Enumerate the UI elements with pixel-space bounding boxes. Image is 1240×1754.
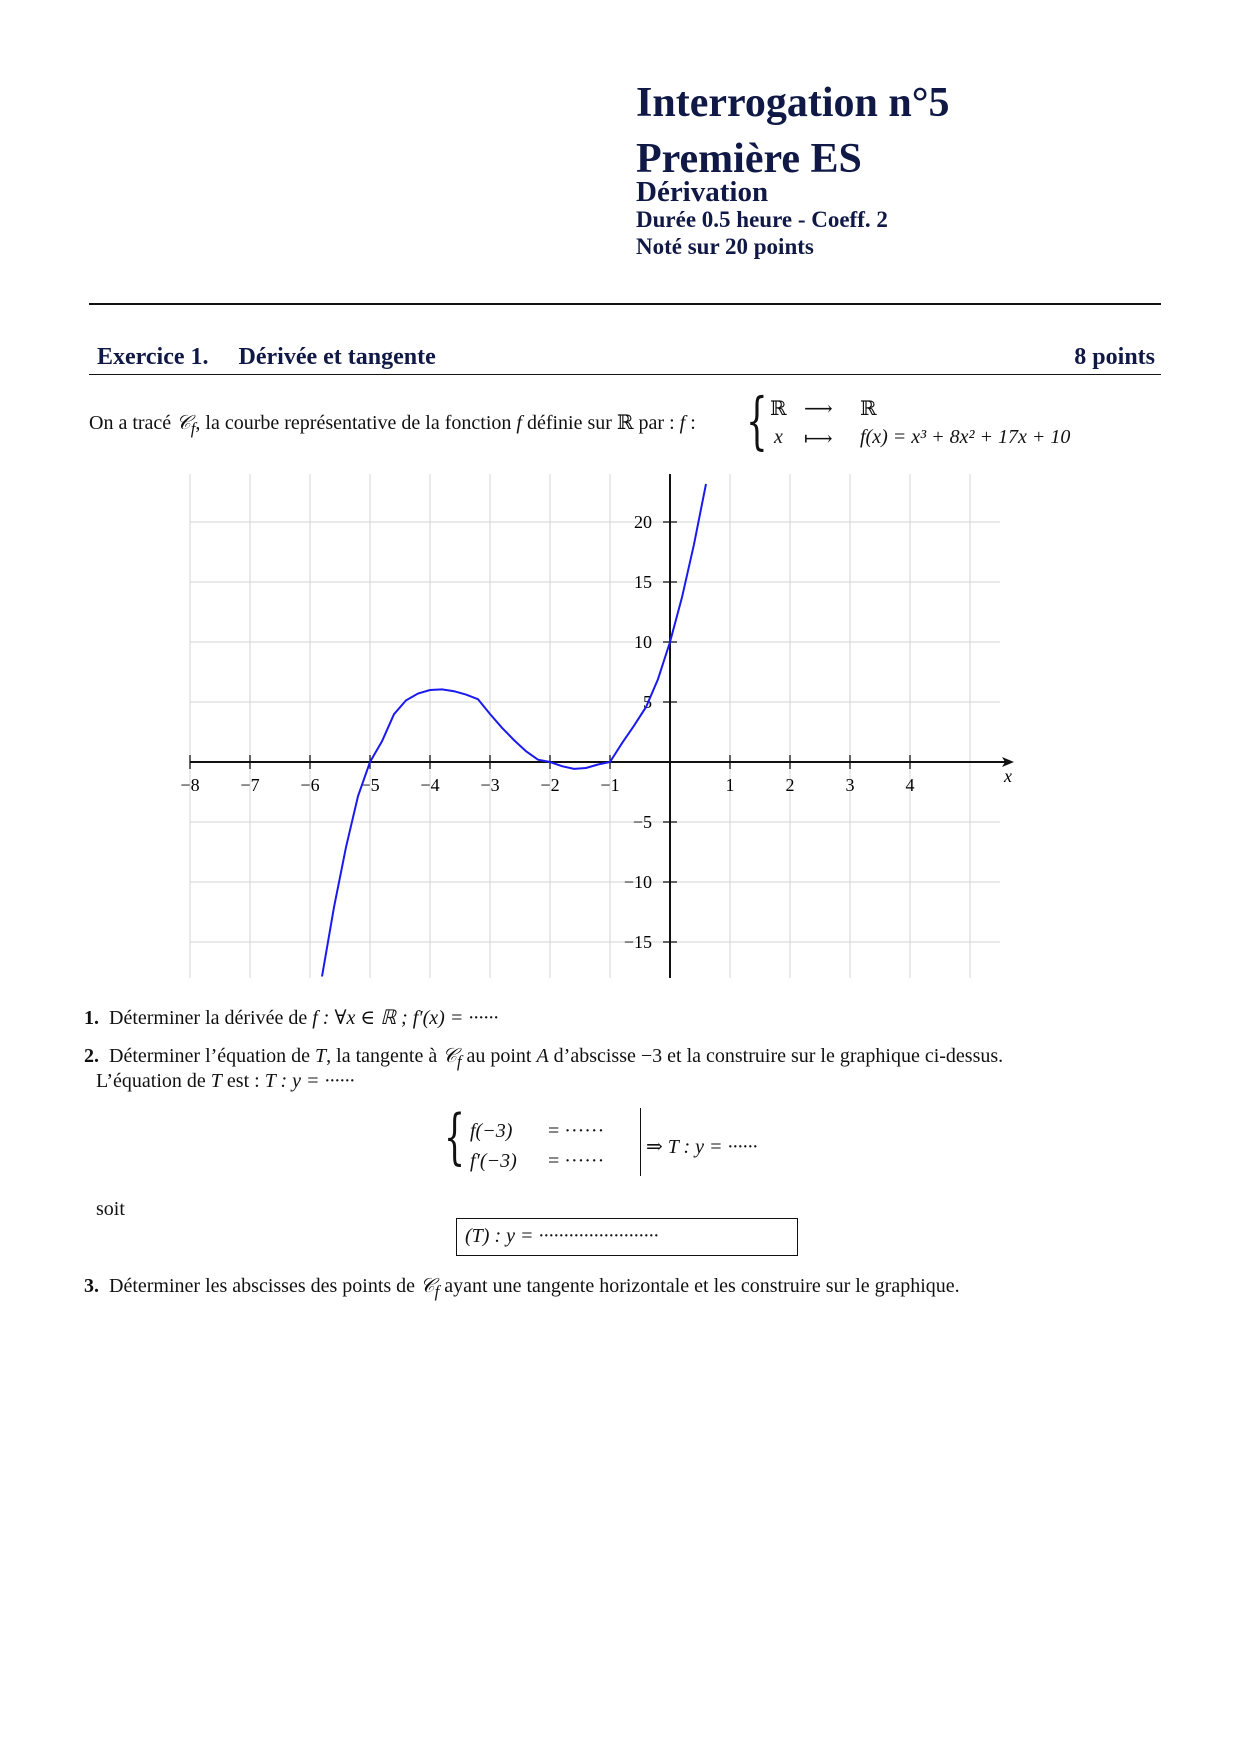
score: Noté sur 20 points: [636, 234, 814, 259]
x-tick-label: 1: [725, 775, 735, 795]
question-3-text-a: Déterminer les abscisses des points de: [109, 1275, 421, 1297]
system-row-1-left: f(−3): [470, 1120, 513, 1142]
system-row-2-left: f′(−3): [470, 1150, 517, 1172]
def-arrow-2: ⟼: [804, 428, 833, 450]
question-2: [84, 1045, 1003, 1072]
x-tick-label: −7: [240, 775, 260, 795]
y-tick-label: −5: [632, 812, 652, 832]
topic: Dérivation: [636, 176, 769, 208]
x-tick-label: 4: [905, 775, 915, 795]
def-domain: ℝ: [770, 398, 787, 420]
question-2-curve-sub: f: [456, 1052, 462, 1071]
x-tick-label: −4: [420, 775, 440, 795]
y-tick-label: 20: [634, 512, 652, 532]
x-tick-label: 2: [785, 775, 795, 795]
intro-text-d: :: [685, 412, 696, 434]
question-2-A: A: [536, 1045, 549, 1067]
def-variable: x: [774, 426, 783, 448]
x-tick-label: −5: [360, 775, 380, 795]
x-tick-label: 3: [845, 775, 855, 795]
exercise-title: Dérivée et tangente: [238, 344, 436, 370]
question-1-number: 1.: [84, 1007, 99, 1029]
axes: [190, 474, 1014, 978]
question-1-text: Déterminer la dérivée de: [109, 1007, 313, 1029]
y-tick-label: 10: [634, 632, 652, 652]
exercise-heading: [89, 342, 1161, 375]
question-3: [84, 1275, 960, 1302]
system-result: ⇒ T : y = ······: [646, 1136, 758, 1158]
question-1-f: f: [312, 1007, 318, 1029]
exercise-number: Exercice 1.: [97, 344, 209, 370]
system-divider: [640, 1108, 641, 1176]
question-1-math: : ∀x ∈ ℝ ; f′(x) = ······: [317, 1007, 499, 1029]
curve-layer: [322, 484, 706, 977]
question-2-line-2-T: T: [210, 1070, 222, 1092]
class-level: Première ES: [636, 136, 862, 182]
system-row-1-right: = ······: [548, 1120, 605, 1142]
y-tick-label: −15: [623, 932, 652, 952]
intro-text-b: , la courbe représentative de la fonction: [195, 412, 517, 434]
question-2-line-2: [96, 1070, 355, 1093]
intro-text-a: On a tracé: [89, 412, 177, 434]
exercise-points: 8 points: [1074, 344, 1155, 370]
question-2-text-c: au point: [461, 1045, 537, 1067]
question-2-T: T: [315, 1045, 327, 1067]
ticks: [180, 512, 914, 952]
y-tick-label: 5: [643, 692, 652, 712]
x-tick-label: −3: [480, 775, 500, 795]
question-2-text-d: d’abscisse −3 et la construire sur le graphique ci-dessus.: [548, 1045, 1004, 1067]
x-tick-label: −6: [300, 775, 320, 795]
function-curve: [322, 484, 706, 977]
question-2-curve: 𝒞: [442, 1045, 457, 1067]
question-1: [84, 1005, 498, 1030]
question-2-text-b: , la tangente à: [326, 1045, 443, 1067]
soit-label: soit: [96, 1198, 125, 1220]
question-2-line-2-b: est :: [221, 1070, 265, 1092]
tangent-answer-box: [456, 1218, 798, 1256]
def-arrow-1: ⟶: [804, 398, 833, 420]
function-symbol-2: f: [679, 412, 686, 434]
header-divider: [89, 303, 1161, 305]
x-tick-label: −2: [540, 775, 560, 795]
x-axis-label: x: [1004, 766, 1012, 786]
question-2-line-2-a: L’équation de: [96, 1070, 211, 1092]
curve-subscript: f: [190, 419, 196, 438]
exercise-intro: [89, 410, 696, 439]
curve-symbol: 𝒞: [176, 412, 191, 434]
intro-text-c: définie sur ℝ par :: [521, 412, 680, 434]
function-graph: [180, 475, 1030, 980]
duration: Durée 0.5 heure - Coeff. 2: [636, 207, 888, 232]
def-expression: f(x) = x³ + 8x² + 17x + 10: [860, 426, 1071, 448]
y-tick-label: −10: [623, 872, 652, 892]
tangent-answer-text: (T) : y = ························: [465, 1225, 659, 1247]
left-brace: {: [746, 384, 768, 457]
x-tick-label: −1: [600, 775, 620, 795]
question-2-text-a: Déterminer l’équation de: [109, 1045, 316, 1067]
tangent-system: [444, 1102, 814, 1176]
grid: [190, 474, 1000, 978]
system-brace: {: [444, 1102, 466, 1172]
question-3-text-b: ayant une tangente horizontale et les construire sur le graphique.: [439, 1275, 960, 1297]
question-2-number: 2.: [84, 1045, 99, 1067]
page-title: Interrogation n°5: [636, 80, 950, 126]
question-2-line-2-c: T : y = ······: [264, 1070, 355, 1092]
x-tick-label: −8: [180, 775, 200, 795]
y-tick-label: 15: [634, 572, 652, 592]
def-codomain: ℝ: [860, 398, 877, 420]
question-3-curve-sub: f: [434, 1282, 440, 1301]
header: [636, 78, 950, 260]
question-3-curve: 𝒞: [420, 1275, 435, 1297]
question-3-number: 3.: [84, 1275, 99, 1297]
system-row-2-right: = ······: [548, 1150, 605, 1172]
function-symbol: f: [516, 412, 522, 434]
